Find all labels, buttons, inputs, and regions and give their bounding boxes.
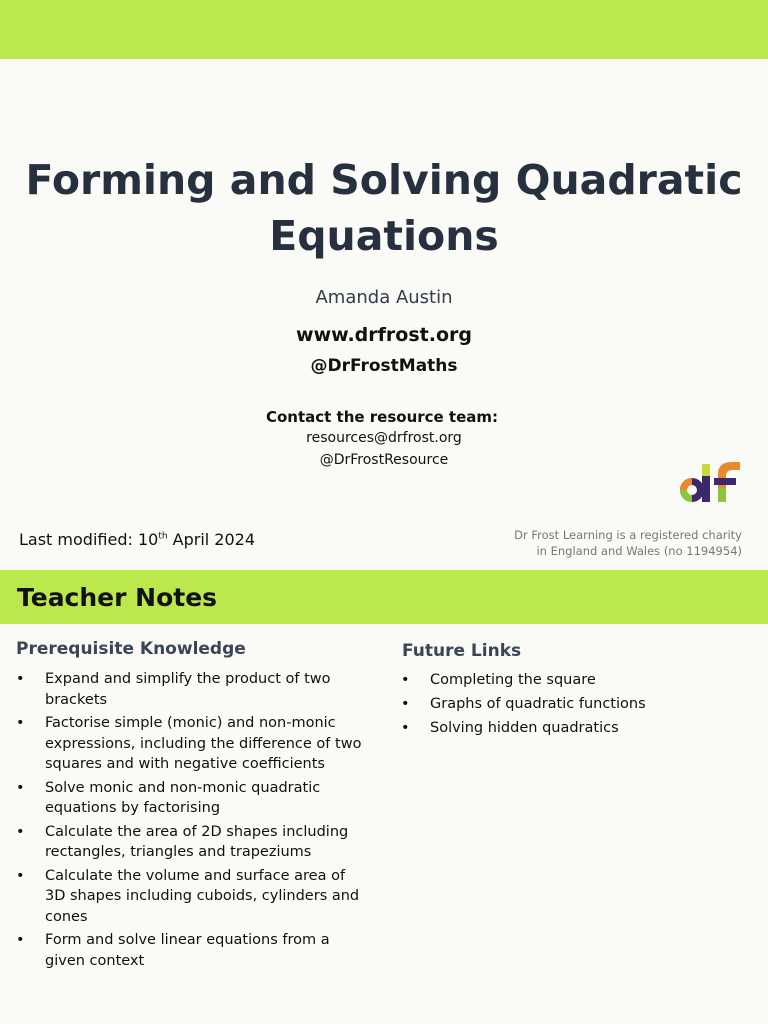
drfrost-logo — [678, 458, 744, 508]
last-modified-day: 10 — [137, 530, 159, 549]
list-item: • Solve monic and non-monic quadratic equations by factorising — [16, 778, 364, 819]
teacher-notes-title: Teacher Notes — [17, 583, 218, 612]
last-modified — [19, 530, 255, 549]
list-item: • Factorise simple (monic) and non-monic expressions, including the difference of two squares and with negative coefficients — [16, 713, 364, 775]
contact-heading: Contact the resource team: — [265, 408, 499, 426]
charity-notice — [514, 527, 742, 559]
list-item: • Form and solve linear equations from a given context — [16, 930, 364, 971]
last-modified-month-year: April 2024 — [172, 530, 256, 549]
charity-line-1: Dr Frost Learning is a registered charity — [514, 528, 742, 542]
last-modified-label: Last modified: — [19, 530, 133, 549]
charity-line-2: in England and Wales (no 1194954) — [536, 544, 742, 558]
teacher-notes-banner — [0, 570, 768, 624]
list-item: • Graphs of quadratic functions — [401, 694, 741, 715]
page-title: Forming and Solving Quadratic Equations — [25, 156, 743, 260]
website-link[interactable]: www.drfrost.org — [296, 324, 472, 346]
twitter-handle[interactable]: @DrFrostMaths — [310, 356, 458, 376]
last-modified-suffix: th — [158, 531, 168, 542]
contact-twitter-link[interactable]: @DrFrostResource — [319, 452, 449, 468]
future-links-list — [401, 670, 741, 742]
author-name: Amanda Austin — [315, 287, 453, 308]
list-item: • Expand and simplify the product of two brackets — [16, 669, 364, 710]
prerequisite-heading: Prerequisite Knowledge — [16, 639, 246, 659]
top-accent-bar — [0, 0, 768, 59]
future-links-heading: Future Links — [402, 641, 522, 661]
prerequisite-list — [16, 669, 364, 974]
list-item: • Calculate the area of 2D shapes including rectangles, triangles and trapeziums — [16, 822, 364, 863]
list-item: • Completing the square — [401, 670, 741, 691]
list-item: • Calculate the volume and surface area of 3D shapes including cuboids, cylinders and cones — [16, 866, 364, 928]
contact-email-link[interactable]: resources@drfrost.org — [306, 430, 462, 446]
list-item: • Solving hidden quadratics — [401, 718, 741, 739]
